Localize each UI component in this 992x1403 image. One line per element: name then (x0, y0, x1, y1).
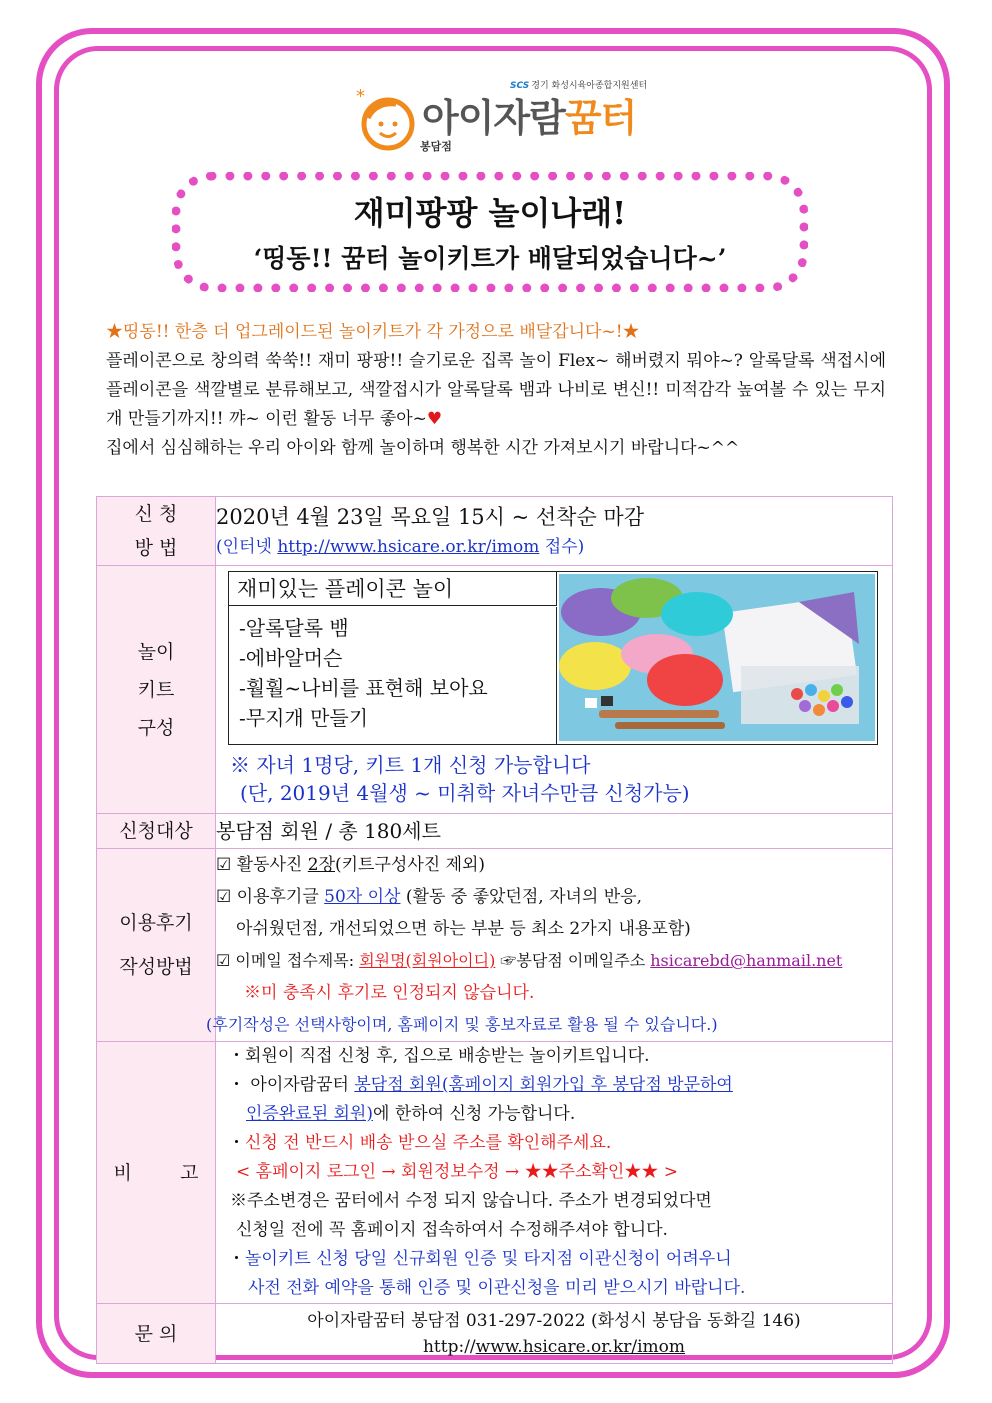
remark-line: ※주소변경은 꿈터에서 수정 되지 않습니다. 주소가 변경되었다면 (230, 1191, 712, 1211)
kit-box-title: 재미있는 플레이콘 놀이 (229, 572, 557, 606)
review-footnote: (후기작성은 선택사항이며, 홈페이지 및 홍보자료로 활용 될 수 있습니다.) (206, 1015, 718, 1034)
page-title: 재미팡팡 놀이나래! (353, 194, 627, 232)
org-line: SCS 경기 화성시육아종합지원센터 (510, 81, 648, 91)
info-table (96, 496, 893, 1364)
remark-line: 인증완료된 회원)에 한하여 신청 가능합니다. (246, 1104, 576, 1124)
row-review (97, 849, 893, 1042)
row-target (97, 814, 893, 849)
remark-line: 사전 전화 예약을 통해 인증 및 이관신청을 미리 받으시기 바랍니다. (248, 1278, 746, 1298)
logo-name: 아이자람꿈터 (422, 96, 637, 140)
review-item-text: ☑ 이용후기글 50자 이상 (활동 중 좋았던점, 자녀의 반응, (216, 887, 643, 907)
review-content (206, 849, 893, 1042)
heart-icon: ♥ (426, 409, 443, 429)
remarks-content (216, 1042, 893, 1304)
intro-closing: 집에서 심심해하는 우리 아이와 함께 놀이하며 행복한 시간 가져보시기 바랍니다~^^ (106, 438, 740, 458)
svg-text:*: * (356, 88, 365, 107)
label-target: 신청대상 (97, 814, 216, 849)
kit-note: ※ 자녀 1명당, 키트 1개 신청 가능합니다 (단, 2019년 4월생 ~ 미취학 자녀수만큼 신청가능) (230, 752, 690, 805)
apply-url-link[interactable]: http://www.hsicare.or.kr/imom (277, 537, 540, 557)
contact-line: 아이자람꿈터 봉담점 031-297-2022 (화성시 봉담읍 동화길 146) (307, 1310, 801, 1331)
label-apply: 신 청 방 법 (97, 497, 216, 566)
contact-url-link[interactable]: www.hsicare.or.kr/imom (475, 1336, 686, 1357)
title-box (172, 172, 808, 292)
list-item: -에바알머슨 (239, 645, 343, 670)
remark-line: ・신청 전 반드시 배송 받으실 주소를 확인해주세요. (228, 1133, 612, 1153)
apply-note: (인터넷 http://www.hsicare.or.kr/imom 접수) (216, 537, 585, 557)
intro-body: 플레이콘으로 창의력 쑥쑥!! 재미 팡팡!! 슬기로운 집콕 놀이 Flex~ 해버렸지 뭐야~? 알록달록 색접시에 플레이콘을 색깔별로 분류해보고, 색깔접시가 알록달록 뱀과 나비로 변신!! 미적감각 높여볼 수 있는 무지개 만들기까지!! 꺄~ 이런 활동 너무 좋아~♥ (106, 351, 886, 429)
child-face-icon (354, 88, 418, 152)
logo-branch: 봉담점 (420, 140, 452, 153)
logo (350, 72, 650, 162)
row-remarks (97, 1042, 893, 1304)
list-item: -무지개 만들기 (239, 705, 369, 730)
remark-line: ・ 아이자람꿈터 봉담점 회원(홈페이지 회원가입 후 봉담점 방문하여 (228, 1075, 733, 1095)
kit-box (228, 571, 878, 745)
review-item-text-detail: 아쉬웠던점, 개선되었으면 하는 부분 등 최소 2가지 내용포함) (236, 919, 691, 939)
row-kit (97, 566, 893, 814)
apply-content (216, 497, 893, 566)
review-item-photo: ☑ 활동사진 2장(키트구성사진 제외) (216, 855, 486, 875)
remark-line: ・회원이 직접 신청 후, 집으로 배송받는 놀이키트입니다. (228, 1046, 650, 1066)
list-item: -훨훨~나비를 표현해 보아요 (239, 675, 488, 700)
kit-content (216, 566, 893, 814)
remark-line: 신청일 전에 꼭 홈페이지 접속하여서 수정해주셔야 합니다. (236, 1220, 668, 1240)
label-remarks: 비 고 (97, 1042, 216, 1304)
contact-url: http://www.hsicare.or.kr/imom (422, 1336, 686, 1357)
apply-date: 2020년 4월 23일 목요일 15시 ~ 선착순 마감 (216, 505, 645, 529)
remark-line: < 홈페이지 로그인 → 회원정보수정 → ★★주소확인★★ > (236, 1162, 678, 1182)
intro-headline: ★띵동!! 한층 더 업그레이드된 놀이키트가 각 가정으로 배달갑니다~!★ (106, 322, 640, 342)
page-subtitle: ‘띵동!! 꿈터 놀이키트가 배달되었습니다~’ (253, 244, 727, 273)
kit-item-list (229, 607, 557, 744)
list-item: -알록달록 뱀 (239, 615, 349, 640)
review-item-email: ☑ 이메일 접수제목: 회원명(회원아이디) ☞봉담점 이메일주소 hsicarebd@hanmail.net (216, 951, 843, 970)
label-kit: 놀이 키트 구성 (97, 566, 216, 814)
kit-photo (559, 574, 875, 741)
target-value: 봉담점 회원 / 총 180세트 (216, 814, 893, 849)
label-contact: 문 의 (97, 1304, 216, 1364)
label-review: 이용후기 작성방법 (97, 849, 216, 1042)
remark-line: ・놀이키트 신청 당일 신규회원 인증 및 타지점 이관신청이 어려우니 (228, 1249, 732, 1269)
email-link[interactable]: hsicarebd@hanmail.net (650, 951, 843, 970)
contact-content (216, 1304, 893, 1364)
intro-paragraph (106, 318, 886, 463)
row-apply (97, 497, 893, 566)
review-warning: ※미 충족시 후기로 인정되지 않습니다. (244, 983, 535, 1003)
row-contact (97, 1304, 893, 1364)
